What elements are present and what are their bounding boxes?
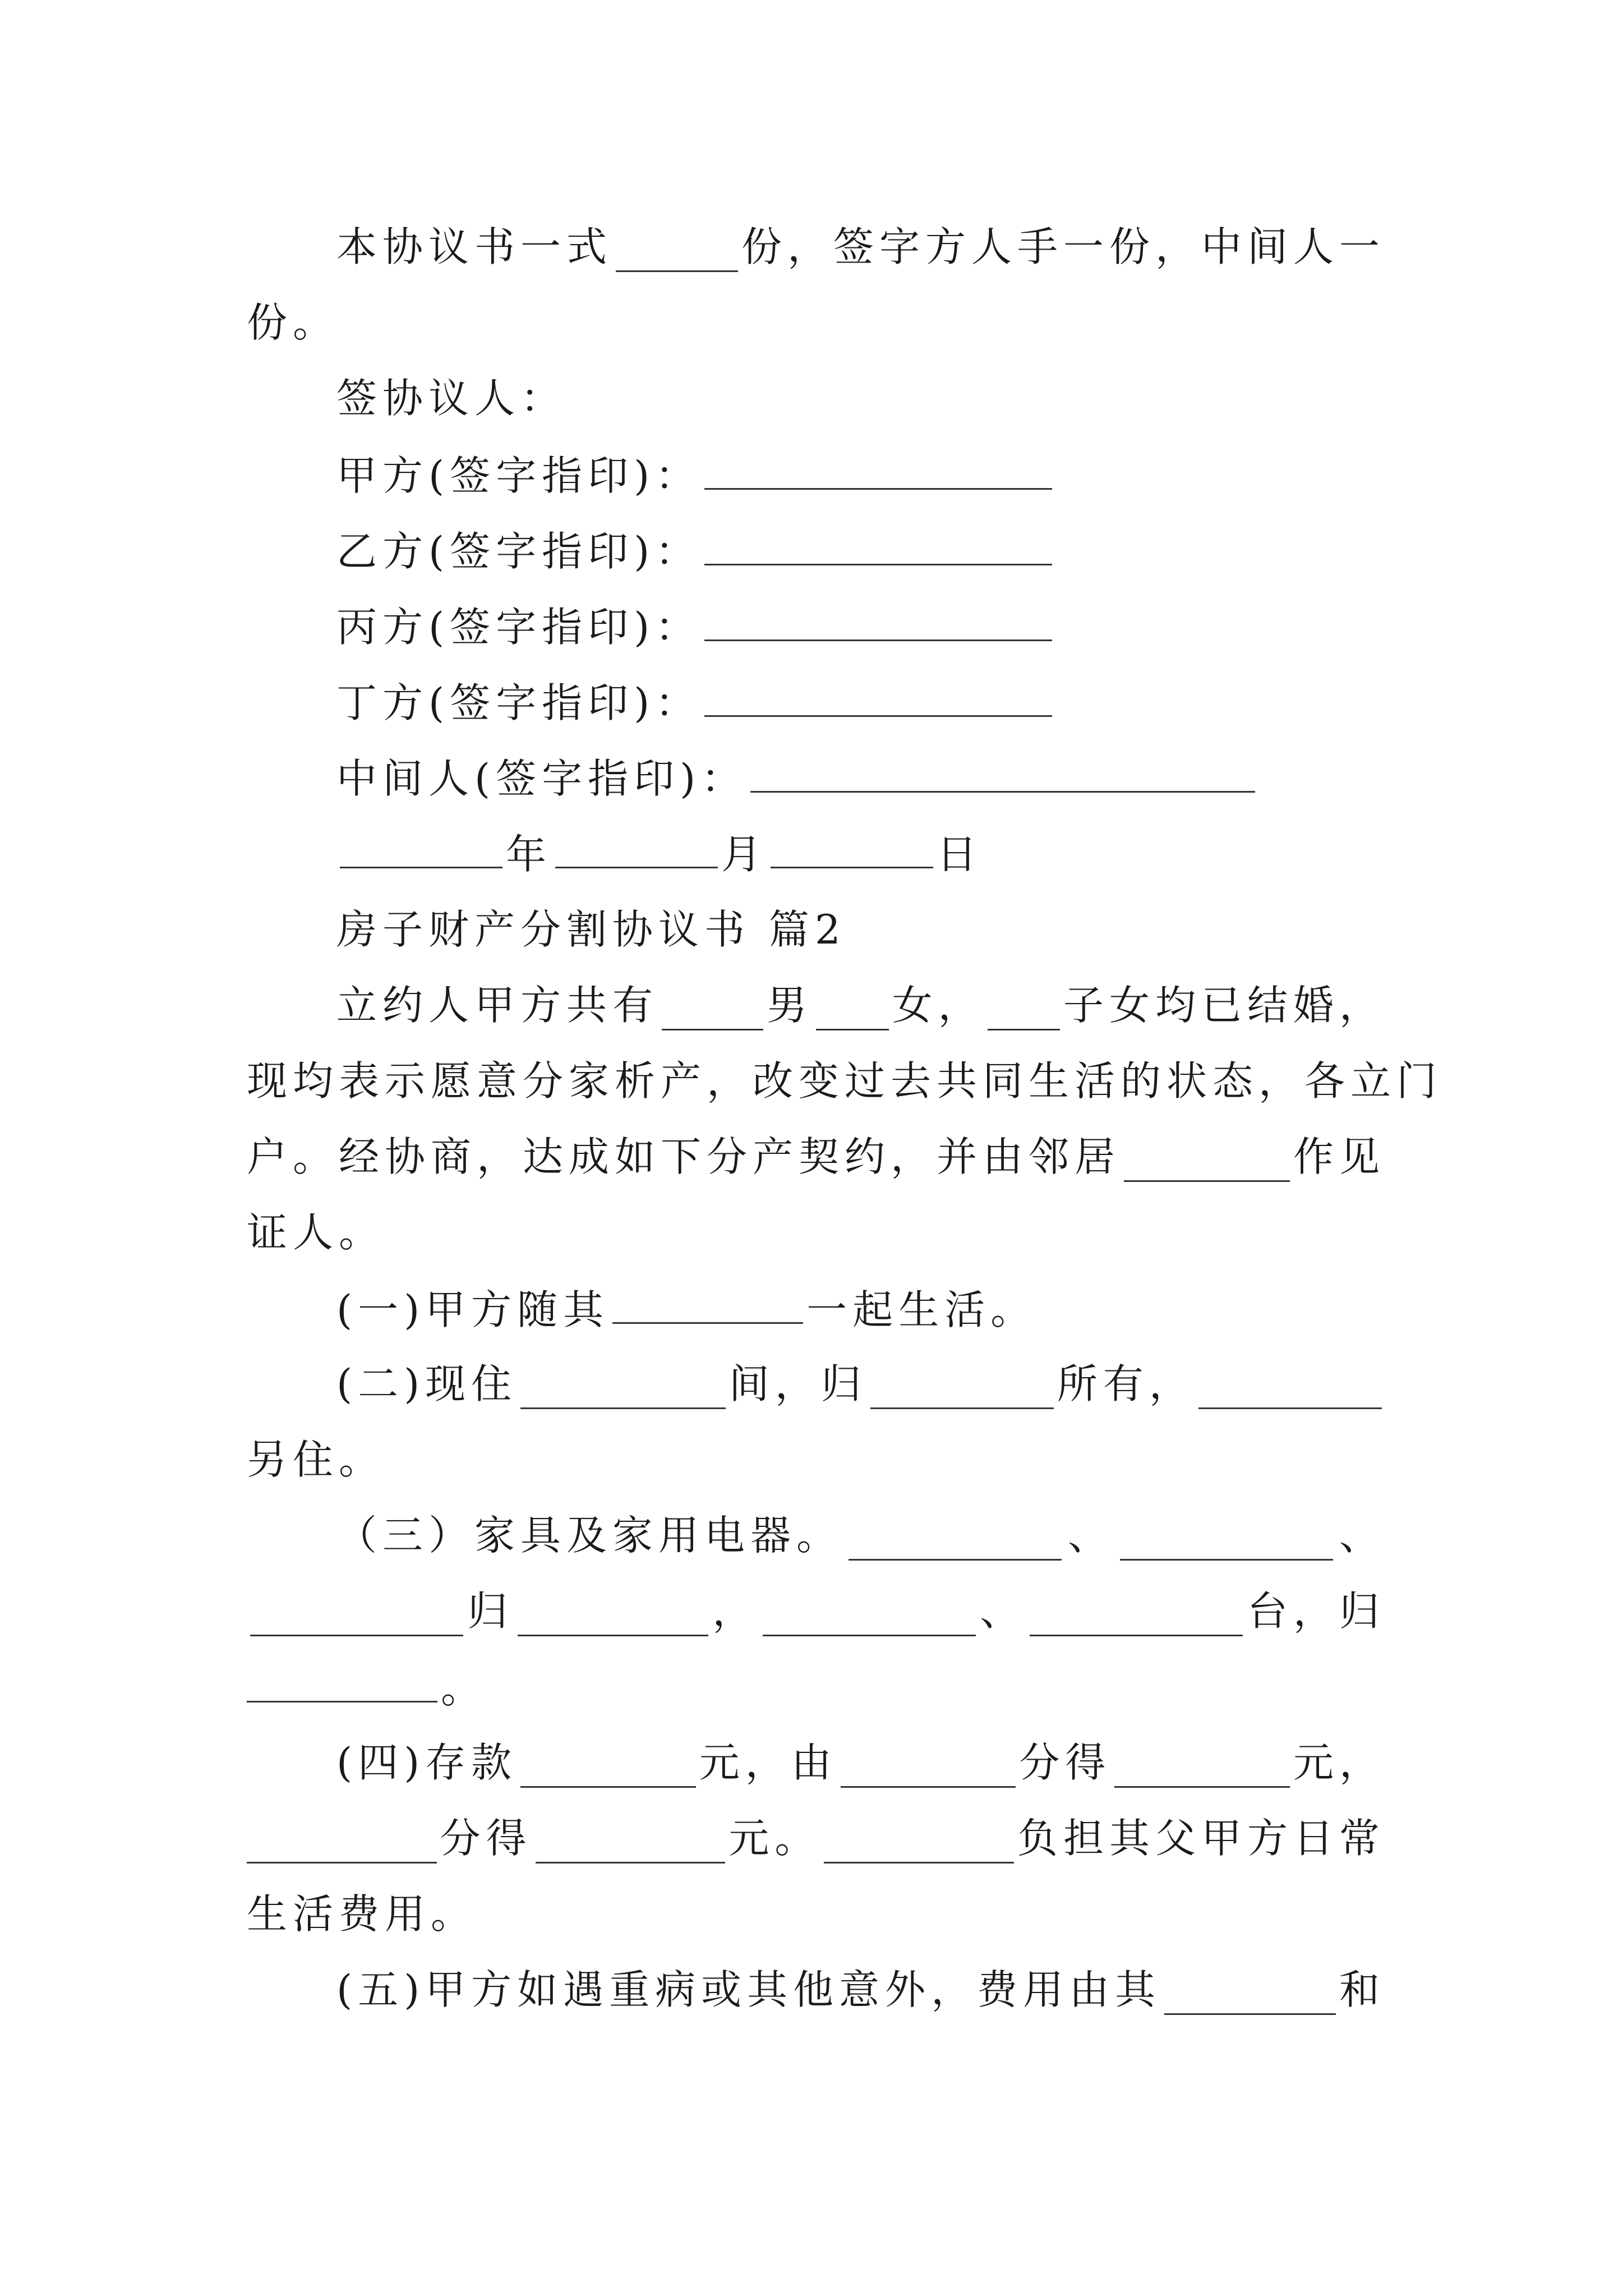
- text: 、: [1067, 1512, 1114, 1559]
- copies-text-b: 份，签字方人手一份，中间人一: [741, 223, 1385, 270]
- text: (四)存款: [336, 1739, 518, 1786]
- signature-blank: [704, 676, 1052, 717]
- text: 元，: [1293, 1739, 1386, 1786]
- day-blank: [771, 827, 933, 868]
- text: 生活费用。: [247, 1890, 477, 1938]
- text: 另住。: [247, 1436, 385, 1483]
- signers-label: 签协议人：: [336, 375, 567, 422]
- blank-field: [520, 1368, 726, 1409]
- text: 负担其父甲方日常: [1017, 1815, 1386, 1862]
- clause-2-cont: [247, 1434, 1385, 1485]
- text: (二)现住: [336, 1360, 518, 1407]
- clause-3: [336, 1510, 1385, 1561]
- clause-2: [336, 1359, 1385, 1409]
- para1-line2: [247, 1056, 1443, 1106]
- blank-field: [870, 1368, 1054, 1409]
- text: 立约人甲方共有: [336, 982, 659, 1029]
- copies-line-cont: [247, 297, 1385, 348]
- middleman-line: [336, 752, 1385, 804]
- party-c-line: [336, 600, 1385, 652]
- party-a-line: [336, 449, 1385, 501]
- text: 男: [767, 982, 813, 1029]
- blank-field: [1198, 1368, 1382, 1409]
- blank-field: [1124, 1141, 1290, 1182]
- text: 间，归: [728, 1360, 867, 1407]
- text: 分得: [1019, 1739, 1112, 1786]
- text: 分得: [440, 1815, 532, 1862]
- para1-line1: [336, 980, 1385, 1030]
- copies-text-c: 份。: [247, 299, 339, 346]
- blank-field: [247, 1823, 437, 1864]
- blank-field: [612, 1283, 803, 1324]
- blank-field: [616, 231, 738, 272]
- text: 和: [1339, 1966, 1385, 2013]
- blank-field: [247, 1662, 437, 1703]
- copies-text-a: 本协议书一式: [336, 223, 613, 270]
- party-c-label: 丙方(签字指印)：: [336, 604, 702, 651]
- blank-field: [662, 990, 763, 1030]
- text: 元，由: [699, 1739, 837, 1786]
- section-title: [336, 904, 1385, 955]
- text: 。: [441, 1665, 487, 1712]
- text: ，: [712, 1588, 759, 1635]
- blank-field: [1114, 1747, 1290, 1788]
- month-label: 月: [721, 831, 768, 878]
- party-a-label: 甲方(签字指印)：: [336, 452, 702, 499]
- blank-field: [988, 990, 1060, 1030]
- text: (一)甲方随其: [336, 1286, 610, 1333]
- blank-field: [849, 1520, 1062, 1561]
- text: (五)甲方如遇重病或其他意外，费用由其: [336, 1966, 1161, 2013]
- signature-blank: [704, 524, 1052, 565]
- blank-field: [1120, 1520, 1333, 1561]
- year-label: 年: [506, 831, 552, 878]
- text: （三）家具及家用电器。: [336, 1512, 843, 1559]
- clause-4-line3: [247, 1889, 1385, 1939]
- copies-line: [336, 222, 1385, 272]
- signature-blank: [704, 600, 1052, 641]
- text: 现均表示愿意分家析产，改变过去共同生活的状态，各立门: [247, 1057, 1443, 1105]
- blank-field: [763, 1595, 976, 1636]
- blank-field: [1030, 1595, 1243, 1636]
- blank-field: [816, 990, 888, 1030]
- date-line: [336, 827, 1385, 880]
- clause-5: [336, 1964, 1385, 2015]
- text: 子女均已结婚，: [1063, 982, 1385, 1029]
- text: 所有，: [1057, 1360, 1195, 1407]
- blank-field: [841, 1747, 1016, 1788]
- party-d-label: 丁方(签字指印)：: [336, 679, 702, 726]
- blank-field: [518, 1595, 708, 1636]
- year-blank: [340, 827, 502, 868]
- middleman-label: 中间人(签字指印)：: [336, 755, 748, 802]
- clause-3-line3: [247, 1662, 1385, 1714]
- section-title-text: 房子财产分割协议书 篇2: [336, 906, 846, 953]
- text: 、: [980, 1588, 1026, 1635]
- text: 女，: [892, 982, 984, 1029]
- signature-blank: [704, 449, 1052, 490]
- day-label: 日: [937, 831, 983, 878]
- blank-field: [824, 1823, 1014, 1864]
- clause-1: [336, 1283, 1385, 1335]
- signature-blank: [750, 752, 1255, 793]
- text: 户。经协商，达成如下分产契约，并由邻居: [247, 1133, 1121, 1180]
- para1-line4: [247, 1207, 1385, 1258]
- clause-4-line2: [247, 1813, 1385, 1864]
- clause-4: [336, 1737, 1385, 1788]
- blank-field: [1164, 1974, 1336, 2015]
- text: 台，归: [1247, 1588, 1385, 1635]
- party-d-line: [336, 676, 1385, 728]
- party-b-line: [336, 524, 1385, 577]
- party-b-label: 乙方(签字指印)：: [336, 528, 702, 575]
- text: 证人。: [247, 1209, 385, 1256]
- month-blank: [555, 827, 718, 868]
- blank-field: [250, 1595, 463, 1636]
- blank-field: [536, 1823, 726, 1864]
- text: 归: [467, 1588, 514, 1635]
- text: 作见: [1293, 1133, 1385, 1180]
- blank-field: [520, 1747, 696, 1788]
- text: 、: [1339, 1512, 1385, 1559]
- para1-line3: [247, 1131, 1385, 1182]
- text: 元。: [728, 1815, 821, 1862]
- text: 一起生活。: [806, 1286, 1037, 1333]
- clause-3-line2: [247, 1586, 1385, 1636]
- signers-heading: [336, 373, 1385, 424]
